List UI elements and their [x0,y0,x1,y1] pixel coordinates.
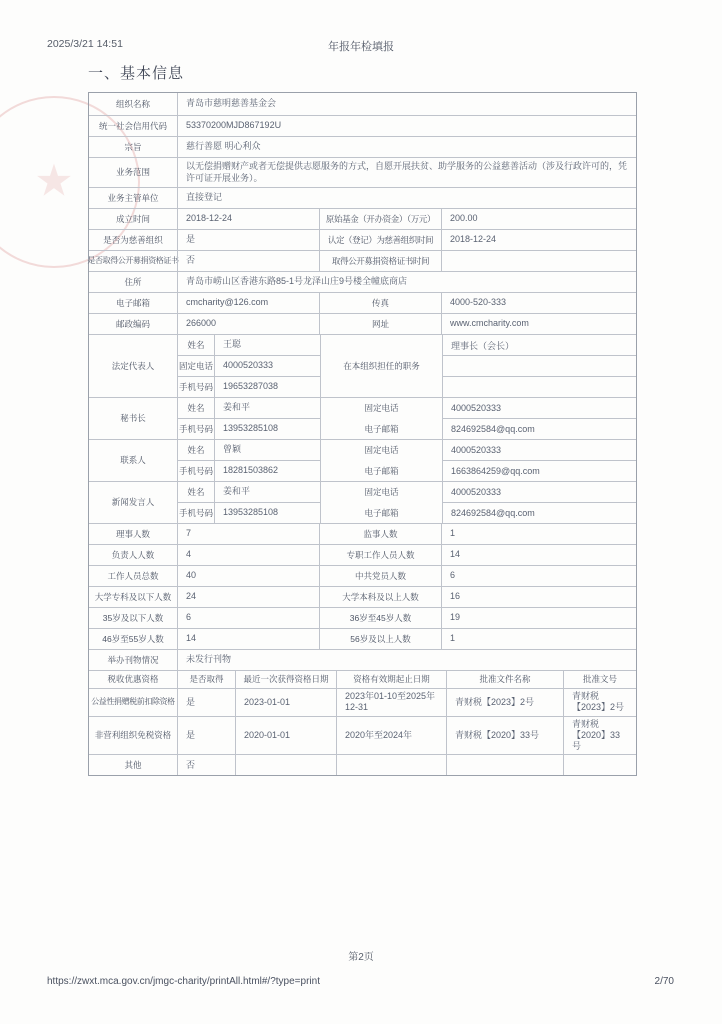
count-value: 19 [441,608,636,628]
business-scope-value: 以无偿捐赠财产或者无偿提供志愿服务的方式，自愿开展扶贫、助学服务的公益慈善活动（涉及行政许可的，凭许可证开展业务）。 [177,158,636,187]
row-label: 监事人数 [319,524,441,544]
table-row [89,271,636,292]
row-label: 联系人 [120,455,146,466]
row-label: 原始基金（开办资金）（万元） [319,209,441,229]
row-label: 工作人员总数 [107,570,159,581]
row-label: 负责人人数 [111,549,155,560]
row-label: 取得公开募捐资格证书时间 [319,251,441,271]
row-label: 传真 [319,293,441,313]
table-row [89,115,636,136]
is-charity-value: 是 [177,230,319,250]
secretary-email: 824692584@qq.com [443,418,636,439]
tax-validity: 2023年01-10至2025年12-31 [336,689,446,716]
row-label: 电子邮箱 [364,507,399,518]
table-row [89,157,636,187]
contact-name: 曾颖 [214,440,320,460]
secretary-mobile: 13953285108 [214,419,320,439]
source-url: https://zwxt.mca.gov.cn/jmgc-charity/printAll.html#/?type=print [47,976,320,987]
table-row [89,607,636,628]
address-value: 青岛市崂山区香港东路85-1号龙泽山庄9号楼全幢底商店 [177,272,636,292]
table-row [89,229,636,250]
page-number-label: 第2页 [348,952,374,963]
count-value: 7 [177,524,319,544]
fundraise-cert-date-value [441,251,636,271]
sub-label: 固定电话 [179,360,214,371]
fax-value: 4000-520-333 [441,293,636,313]
empty-cell [443,355,636,376]
column-header: 资格有效期起止日期 [336,671,446,688]
table-row [89,136,636,157]
publication-value: 未发行刊物 [177,650,636,670]
column-header: 最近一次获得资格日期 [235,671,336,688]
column-header: 税收优惠资格 [107,674,159,685]
row-label: 组织名称 [115,98,150,109]
tax-obtained: 是 [177,689,235,716]
tax-doc-name: 青财税【2020】33号 [446,717,563,755]
column-header: 是否取得 [177,671,235,688]
count-value: 24 [177,587,319,607]
tax-row [89,688,636,716]
postcode-value: 266000 [177,314,319,334]
row-label: 固定电话 [364,487,399,498]
table-row [89,523,636,544]
spokesperson-group [89,481,636,523]
row-label: 46岁至55岁人数 [102,633,164,644]
count-value: 1 [441,629,636,649]
row-label: 是否为慈善组织 [103,234,163,245]
basic-info-table [88,92,637,776]
star-icon: ★ [34,156,74,206]
secretary-name: 姜和平 [214,398,320,418]
website-value: www.cmcharity.com [441,314,636,334]
spokesperson-mobile: 13953285108 [214,503,320,523]
row-label: 在本组织担任的职务 [343,361,420,371]
document-title: 年报年检填报 [328,41,394,53]
legal-rep-tel: 4000520333 [214,356,320,376]
contact-mobile: 18281503862 [214,461,320,481]
spokesperson-tel: 4000520333 [451,487,502,497]
spokesperson-email: 824692584@qq.com [443,502,636,523]
table-row [89,250,636,271]
sub-label: 姓名 [187,486,205,497]
purpose-value: 慈行善愿 明心利众 [177,137,636,157]
count-value: 40 [177,566,319,586]
column-header: 批准文号 [563,671,636,688]
column-header: 批准文件名称 [446,671,563,688]
row-label: 宗旨 [124,141,142,152]
legal-rep-position: 理事长（会长） [451,340,515,351]
tax-date: 2020-01-01 [235,717,336,755]
fundraise-cert-value: 否 [177,251,319,271]
row-label: 统一社会信用代码 [98,120,167,131]
table-row [89,586,636,607]
sub-label: 手机号码 [179,423,214,434]
tax-doc-no: 青财税【2023】2号 [563,689,636,716]
initial-fund-value: 200.00 [441,209,636,229]
secretary-group [89,397,636,439]
tax-row [89,754,636,775]
tax-date: 2023-01-01 [235,689,336,716]
count-value: 14 [441,545,636,565]
row-label: 举办刊物情况 [107,654,159,665]
row-label: 固定电话 [364,403,399,414]
legal-rep-name: 王聪 [214,335,320,355]
tax-name: 其他 [124,759,142,770]
print-timestamp: 2025/3/21 14:51 [47,38,123,50]
row-label: 理事人数 [115,528,150,539]
sub-label: 手机号码 [179,507,214,518]
count-value: 6 [441,566,636,586]
contact-group [89,439,636,481]
tax-header-row [89,670,636,688]
spokesperson-name: 姜和平 [214,482,320,502]
table-row [89,208,636,229]
row-label: 电子邮箱 [364,423,399,434]
org-name-value: 青岛市慈明慈善基金会 [177,93,636,115]
table-row [89,544,636,565]
row-label: 业务范围 [115,167,150,178]
row-label: 邮政编码 [115,318,150,329]
established-value: 2018-12-24 [177,209,319,229]
row-label: 业务主管单位 [107,192,159,203]
tax-name: 非营利组织免税资格 [94,730,172,741]
credit-code-value: 53370200MJD867192U [177,116,636,136]
email-value: cmcharity@126.com [177,293,319,313]
table-row [89,93,636,115]
tax-doc-no [563,755,636,775]
tax-doc-no: 青财税【2020】33号 [563,717,636,755]
secretary-tel: 4000520333 [451,403,502,413]
table-row [89,628,636,649]
sub-label: 手机号码 [179,465,214,476]
sub-label: 姓名 [187,339,205,350]
row-label: 电子邮箱 [115,297,150,308]
supervisor-value: 直接登记 [177,188,636,208]
legal-rep-mobile: 19653287038 [214,377,320,397]
empty-cell [443,376,636,397]
tax-obtained: 是 [177,717,235,755]
row-label: 36岁至45岁人数 [319,608,441,628]
section-title: 一、基本信息 [88,65,185,82]
row-label: 新闻发言人 [111,497,155,508]
table-row [89,313,636,334]
row-label: 35岁及以下人数 [102,612,164,623]
tax-obtained: 否 [177,755,235,775]
tax-validity [336,755,446,775]
count-value: 16 [441,587,636,607]
table-row [89,649,636,670]
row-label: 是否取得公开募捐资格证书 [87,256,179,265]
row-label: 成立时间 [115,213,150,224]
tax-row [89,716,636,755]
legal-rep-group [89,334,636,397]
row-label: 秘书长 [120,413,146,424]
sub-label: 姓名 [187,402,205,413]
tax-doc-name: 青财税【2023】2号 [446,689,563,716]
table-row [89,292,636,313]
row-label: 住所 [124,276,142,287]
row-label: 大学专科及以下人数 [94,591,172,602]
row-label: 认定（登记）为慈善组织时间 [319,230,441,250]
table-row [89,187,636,208]
row-label: 专职工作人员人数 [319,545,441,565]
row-label: 固定电话 [364,445,399,456]
contact-email: 1663864259@qq.com [443,460,636,481]
tax-date [235,755,336,775]
sub-label: 手机号码 [179,381,214,392]
row-label: 56岁及以上人数 [319,629,441,649]
count-value: 6 [177,608,319,628]
row-label: 网址 [319,314,441,334]
table-row [89,565,636,586]
contact-tel: 4000520333 [451,445,502,455]
count-value: 14 [177,629,319,649]
page-indicator: 2/70 [654,976,674,987]
row-label: 大学本科及以上人数 [319,587,441,607]
tax-name: 公益性捐赠税前扣除资格 [91,697,175,707]
count-value: 4 [177,545,319,565]
row-label: 法定代表人 [111,360,155,371]
row-label: 中共党员人数 [319,566,441,586]
tax-validity: 2020年至2024年 [336,717,446,755]
count-value: 1 [441,524,636,544]
sub-label: 姓名 [187,444,205,455]
tax-doc-name [446,755,563,775]
row-label: 电子邮箱 [364,465,399,476]
charity-date-value: 2018-12-24 [441,230,636,250]
